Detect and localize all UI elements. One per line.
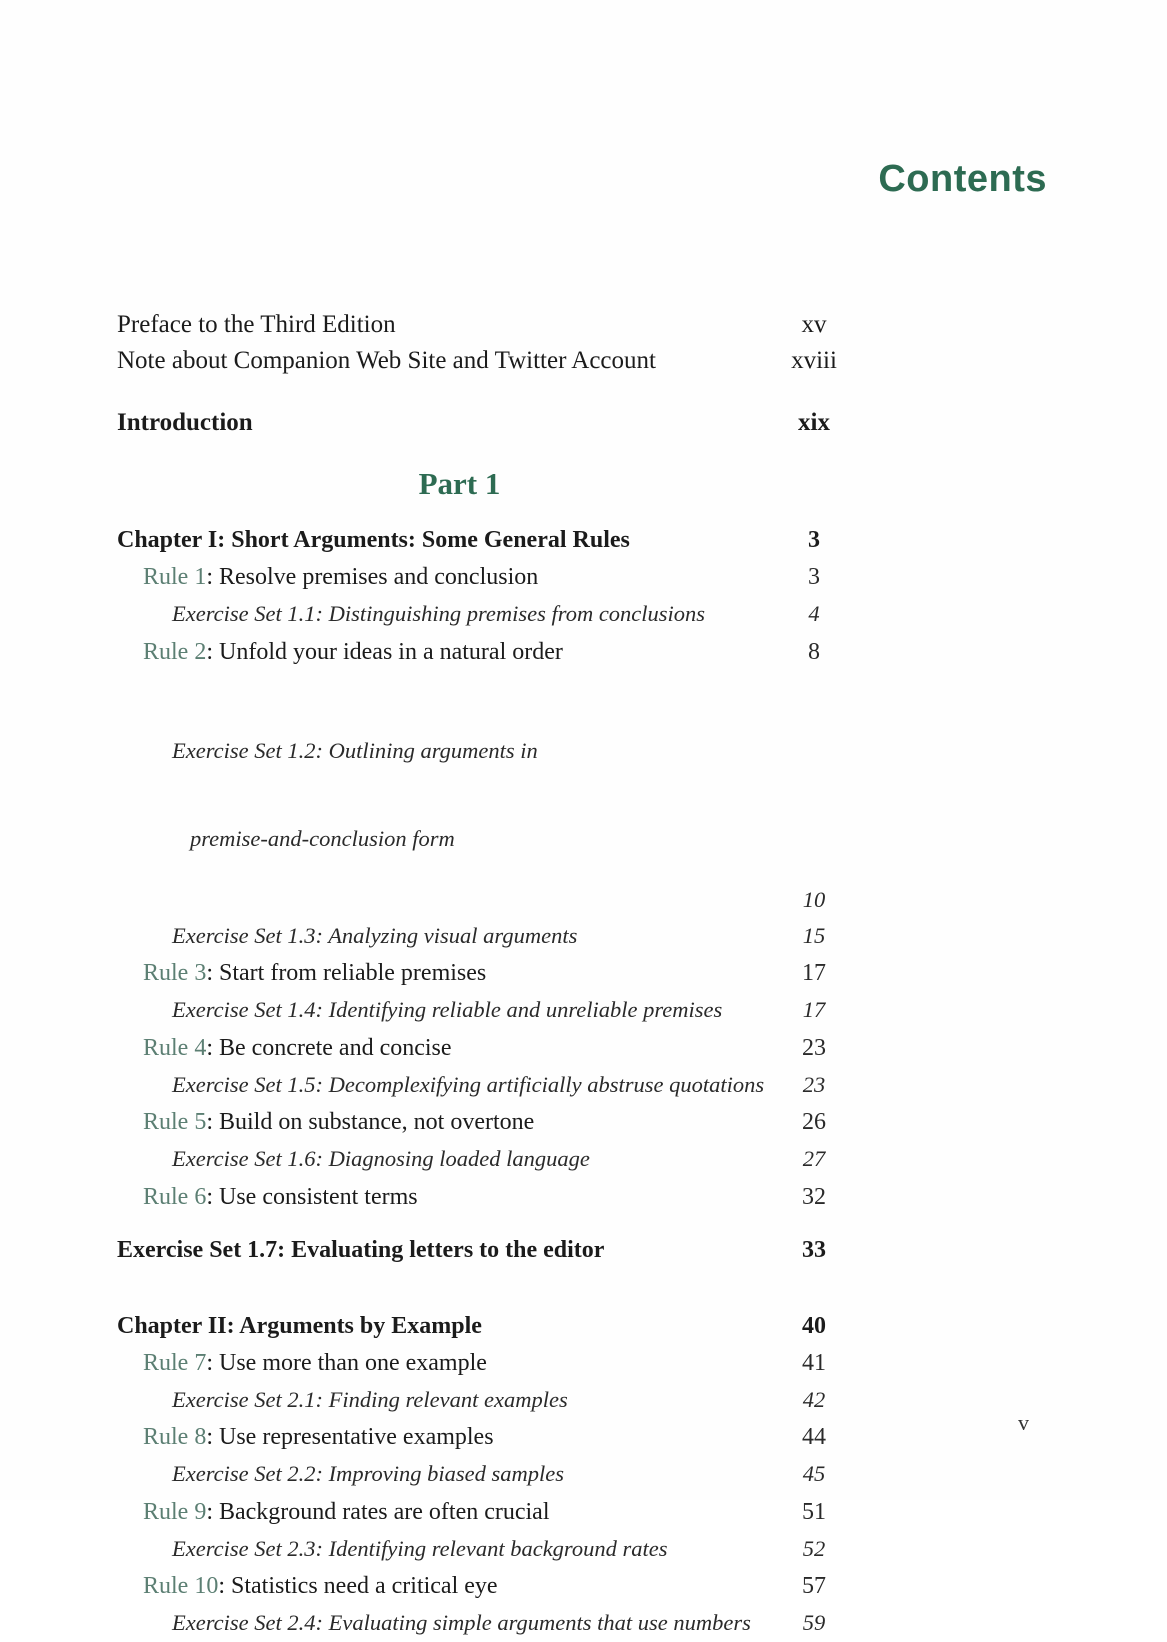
rule-text: : Unfold your ideas in a natural order	[206, 638, 563, 665]
toc-entry-page: 41	[802, 1349, 826, 1376]
rule-number: Rule 4	[143, 1034, 207, 1061]
toc-entry-label: Exercise Set 2.4: Evaluating simple arguments that use numbers	[172, 1610, 751, 1635]
toc-entry-rule-3[interactable]	[143, 954, 842, 992]
toc-entry-companion-site[interactable]	[117, 342, 842, 378]
toc-entry-exercise-1-4[interactable]	[172, 992, 842, 1029]
toc-entry-exercise-2-2[interactable]	[172, 1456, 842, 1493]
toc-entry-label: Exercise Set 1.7: Evaluating letters to the editor	[117, 1236, 605, 1263]
toc-entry-preface[interactable]	[117, 306, 842, 342]
toc-entry-page: 17	[802, 960, 826, 986]
toc-entry-label: Exercise Set 1.4: Identifying reliable and unreliable premises	[172, 997, 723, 1022]
toc-entry-label	[143, 640, 563, 664]
toc-entry-page: 44	[802, 1424, 826, 1450]
toc-entry-page: 33	[802, 1236, 826, 1263]
rule-number: Rule 8	[143, 1424, 207, 1450]
toc-entry-page: 27	[802, 1146, 826, 1171]
toc-entry-page: 57	[802, 1573, 826, 1599]
toc-entry-label	[143, 1351, 487, 1375]
toc-entry-rule-2[interactable]	[143, 633, 842, 671]
toc-entry-page: 42	[802, 1386, 826, 1412]
toc-entry-introduction[interactable]	[117, 404, 842, 440]
toc-entry-page: 8	[808, 638, 820, 665]
toc-entry-rule-7[interactable]	[143, 1344, 842, 1382]
rule-text: : Background rates are often crucial	[206, 1498, 550, 1525]
toc-entry-page: xviii	[791, 346, 837, 374]
toc-entry-page: 26	[802, 1109, 826, 1135]
toc-entry-exercise-2-3[interactable]	[172, 1531, 842, 1568]
rule-text: : Start from reliable premises	[206, 960, 487, 986]
rule-number: Rule 2	[143, 638, 207, 665]
toc-entry-chapter-1[interactable]	[117, 522, 842, 558]
toc-entry-label	[143, 1185, 418, 1209]
toc-entry-label	[143, 961, 486, 985]
toc-entry-page: 52	[802, 1535, 826, 1561]
toc-entry-page: xv	[801, 310, 827, 338]
toc-entry-label: Exercise Set 1.5: Decomplexifying artificially abstruse quotations	[172, 1071, 765, 1097]
toc-entry-label	[143, 565, 538, 589]
toc-entry-rule-1[interactable]	[143, 558, 842, 596]
rule-text: : Statistics need a critical eye	[218, 1573, 498, 1599]
rule-number: Rule 10	[143, 1573, 219, 1599]
spacer	[117, 1216, 842, 1232]
toc-entry-exercise-1-7[interactable]	[117, 1232, 842, 1268]
toc-entry-exercise-1-2[interactable]	[172, 671, 842, 918]
front-matter-group	[117, 306, 842, 440]
toc-entry-page: 17	[802, 997, 826, 1022]
toc-entry-label	[143, 1036, 452, 1060]
toc-entry-page: 23	[802, 1034, 826, 1061]
toc-entry-page: 15	[802, 922, 826, 948]
rule-number: Rule 9	[143, 1498, 207, 1525]
table-of-contents	[117, 306, 842, 1642]
toc-entry-label-line-1: Exercise Set 1.2: Outlining arguments in	[172, 738, 538, 763]
toc-entry-label: Exercise Set 1.1: Distinguishing premises from conclusions	[172, 601, 706, 626]
spacer	[117, 378, 842, 404]
toc-entry-rule-9[interactable]	[143, 1493, 842, 1531]
toc-entry-rule-5[interactable]	[143, 1103, 842, 1141]
toc-entry-label	[172, 678, 538, 912]
toc-entry-page: 23	[802, 1071, 826, 1097]
toc-entry-label: Chapter I: Short Arguments: Some General Rules	[117, 527, 630, 553]
rule-text: : Resolve premises and conclusion	[206, 564, 539, 590]
toc-entry-rule-10[interactable]	[143, 1567, 842, 1605]
toc-entry-page: 4	[808, 601, 820, 626]
page-folio: v	[1018, 1410, 1029, 1435]
toc-entry-rule-6[interactable]	[143, 1178, 842, 1216]
rule-text: : Use more than one example	[206, 1349, 487, 1376]
toc-entry-label: Introduction	[117, 408, 253, 436]
toc-entry-exercise-1-6[interactable]	[172, 1141, 842, 1178]
rule-number: Rule 3	[143, 960, 207, 986]
toc-entry-label: Exercise Set 2.3: Identifying relevant background rates	[172, 1535, 668, 1561]
rule-number: Rule 7	[143, 1349, 207, 1376]
toc-entry-rule-4[interactable]	[143, 1029, 842, 1067]
toc-entry-label: Exercise Set 2.2: Improving biased samples	[172, 1461, 564, 1486]
toc-entry-label: Chapter II: Arguments by Example	[117, 1312, 482, 1339]
rule-text: : Build on substance, not overtone	[206, 1109, 535, 1135]
toc-entry-chapter-2[interactable]	[117, 1308, 842, 1344]
toc-entry-page: 10	[802, 887, 826, 912]
toc-entry-label: Exercise Set 1.6: Diagnosing loaded language	[172, 1146, 590, 1171]
rule-text: : Use consistent terms	[206, 1183, 418, 1210]
toc-entry-page: 45	[802, 1461, 826, 1486]
toc-entry-page: 3	[808, 527, 820, 553]
page-title: Contents	[878, 158, 1047, 200]
toc-entry-page: xix	[798, 408, 830, 436]
toc-entry-label: Exercise Set 2.1: Finding relevant examples	[172, 1386, 568, 1412]
toc-entry-exercise-2-4[interactable]	[172, 1605, 842, 1642]
toc-entry-label-line-2: premise-and-conclusion form	[190, 825, 455, 851]
toc-entry-exercise-1-3[interactable]	[172, 918, 842, 955]
toc-entry-page: 3	[808, 564, 820, 590]
toc-entry-label	[143, 1500, 550, 1524]
rule-number: Rule 5	[143, 1109, 207, 1135]
toc-entry-page: 32	[802, 1183, 826, 1210]
rule-text: : Be concrete and concise	[206, 1034, 452, 1061]
rule-number: Rule 6	[143, 1183, 207, 1210]
rule-number: Rule 1	[143, 564, 207, 590]
toc-entry-page: 40	[802, 1312, 826, 1339]
part-heading: Part 1	[418, 466, 501, 501]
toc-entry-label: Preface to the Third Edition	[117, 310, 396, 338]
toc-entry-label	[143, 1574, 498, 1598]
toc-entry-exercise-1-5[interactable]	[172, 1067, 842, 1104]
toc-entry-label: Note about Companion Web Site and Twitter Account	[117, 346, 656, 374]
toc-entry-label	[143, 1110, 534, 1134]
toc-entry-label: Exercise Set 1.3: Analyzing visual arguments	[172, 922, 578, 948]
toc-entry-page: 51	[802, 1498, 826, 1525]
toc-entry-exercise-1-1[interactable]	[172, 596, 842, 633]
toc-entry-page: 59	[802, 1610, 826, 1635]
spacer	[117, 1268, 842, 1308]
rule-text: : Use representative examples	[206, 1424, 494, 1450]
